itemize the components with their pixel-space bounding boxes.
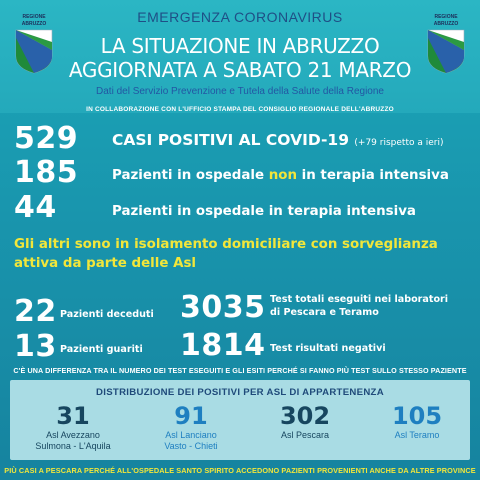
recovered-label: Pazienti guariti [60,344,143,355]
isolation-note-line2: attiva da parte delle Asl [14,256,197,271]
hospital-icu-value: 44 [14,190,57,225]
logo-right-line1: REGIONE [434,14,458,20]
positive-cases-value: 529 [14,121,79,156]
positive-cases-label [112,131,443,152]
tests-total-label [270,293,448,319]
hospital-non-icu-label-highlight: non [268,168,297,183]
tests-total-label-line1: Test totali eseguiti nei laboratori [270,294,449,305]
collaboration-note: IN COLLABORAZIONE CON L'UFFICIO STAMPA DEL CONSIGLIO REGIONALE DELL'ABRUZZO [86,106,394,113]
regione-abruzzo-shield-icon [14,28,54,74]
asl-item-teramo [362,402,472,441]
positive-cases-delta: (+79 rispetto a ieri) [354,138,444,148]
asl-value: 105 [391,402,443,430]
isolation-note [14,235,469,273]
tests-negative-label: Test risultati negativi [270,343,386,354]
deceased-label: Pazienti deceduti [60,309,154,320]
asl-distribution-panel [10,380,470,460]
hospital-non-icu-label-before: Pazienti in ospedale [112,168,269,183]
tests-negative-value: 1814 [180,328,266,363]
asl-label-line1: Asl Avezzano [46,430,100,440]
asl-item-pescara [250,402,360,441]
hospital-non-icu-label [112,167,449,185]
asl-label-line1: Asl Lanciano [165,430,217,440]
hospital-icu-label: Pazienti in ospedale in terapia intensiva [112,204,416,219]
tests-total-label-line2: di Pescara e Teramo [270,307,379,318]
regione-abruzzo-shield-icon [426,28,466,74]
pescara-cases-note: PIÙ CASI A PESCARA PERCHÉ ALL'OSPEDALE SANTO SPIRITO ACCEDONO PAZIENTI PROVENIENTI ANCHE DA ALTRE PROVINCE [4,466,476,475]
asl-label-line1: Asl Pescara [280,430,330,440]
positive-cases-label-text: CASI POSITIVI AL COVID-19 [112,131,349,149]
tests-difference-note: C'È UNA DIFFERENZA TRA IL NUMERO DEI TEST ESEGUITI E GLI ESITI PERCHÉ SI FANNO PIÙ TEST SULLO STESSO PAZIENTE [13,366,467,375]
page-title-line1: LA SITUAZIONE IN ABRUZZO [100,34,380,58]
emergency-heading: EMERGENZA CORONAVIRUS [137,9,343,25]
hospital-non-icu-value: 185 [14,155,79,190]
asl-distribution-title: DISTRIBUZIONE DEI POSITIVI PER ASL DI APPARTENENZA [96,387,384,398]
page-title-line2: AGGIORNATA A SABATO 21 MARZO [68,58,412,82]
logo-left-line1: REGIONE [22,14,46,20]
tests-total-value: 3035 [180,290,266,325]
asl-item-lanciano [136,402,246,452]
logo-right-line2: ABRUZZO [433,21,459,27]
data-source-subtitle: Dati del Servizio Prevenzione e Tutela della Salute della Regione [96,86,384,97]
asl-label-line1: Asl Teramo [394,430,440,440]
logo-left-line2: ABRUZZO [21,21,47,27]
asl-label-line2: Sulmona - L'Aquila [35,441,111,451]
recovered-value: 13 [14,329,57,364]
hospital-non-icu-label-after: in terapia intensiva [296,168,449,183]
regione-abruzzo-logo-right [420,8,472,80]
asl-value: 302 [279,402,331,430]
asl-label-line2: Vasto - Chieti [164,441,218,451]
isolation-note-line1: Gli altri sono in isolamento domiciliare con sorveglianza [14,237,438,252]
asl-item-avezzano [18,402,128,452]
deceased-value: 22 [14,294,57,329]
regione-abruzzo-logo-left [8,8,60,80]
asl-value: 31 [56,402,90,430]
asl-value: 91 [174,402,208,430]
